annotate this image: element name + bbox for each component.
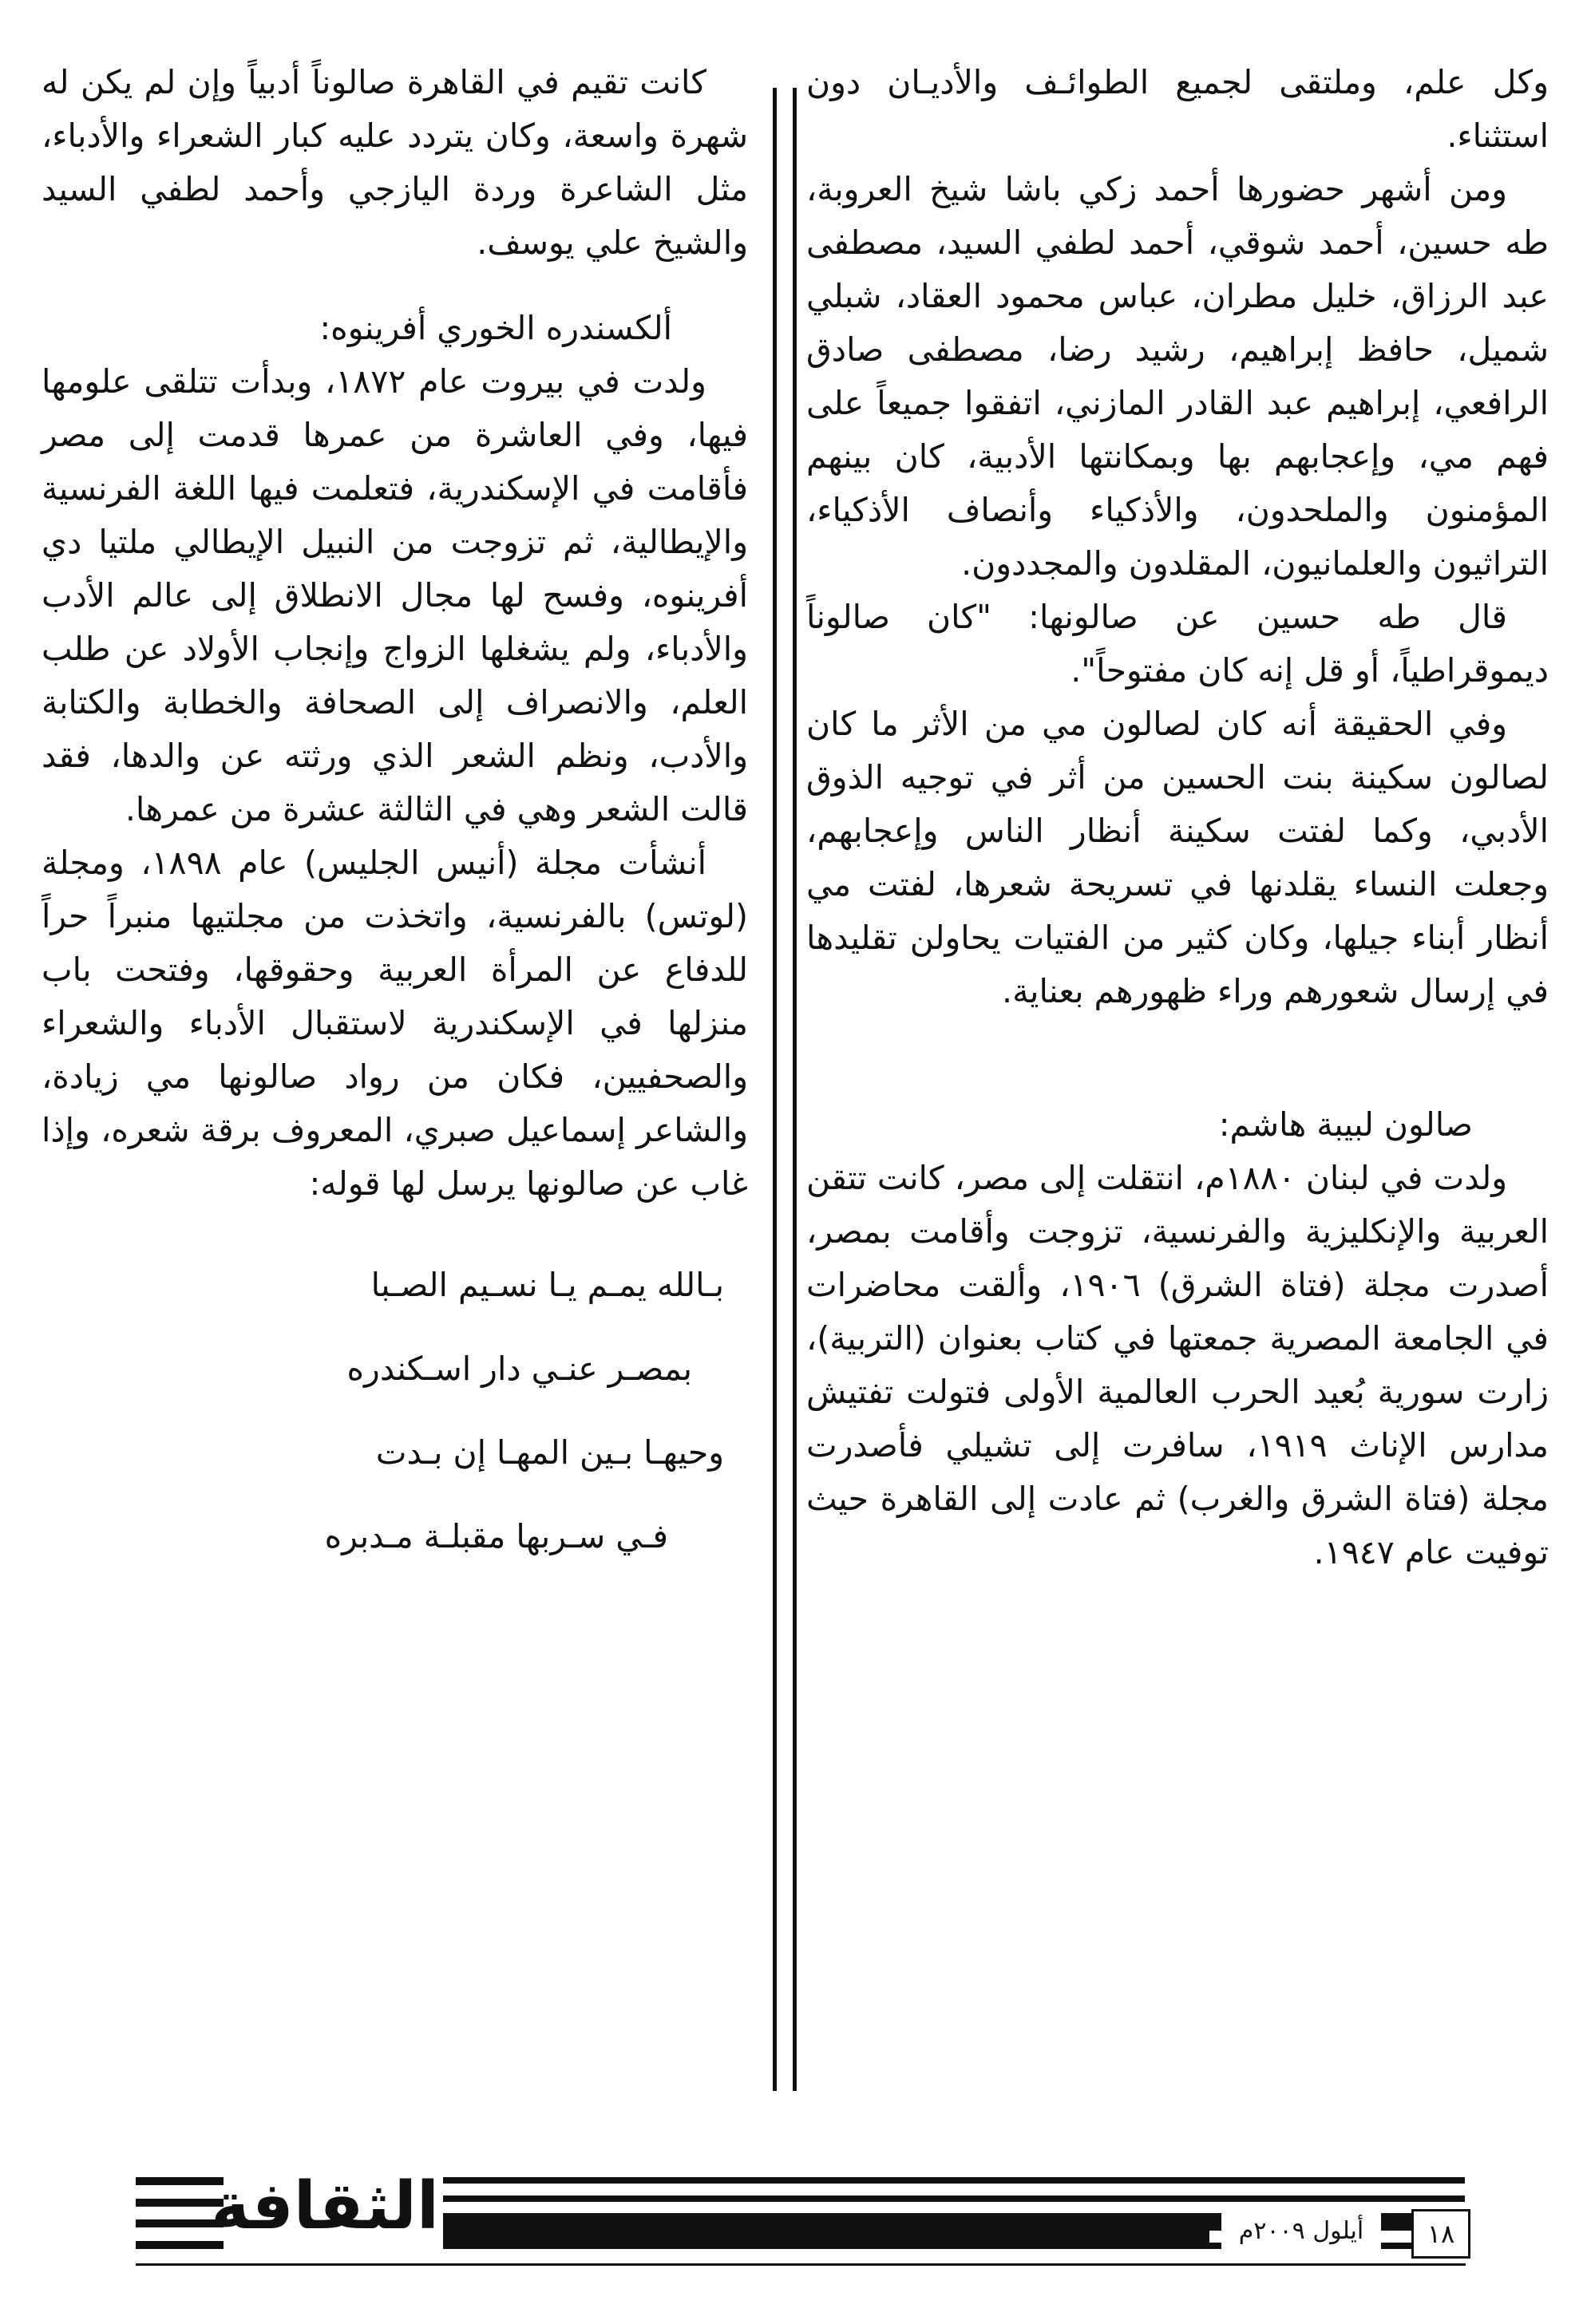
footer-bottom-rule	[136, 2263, 1466, 2266]
spacer	[806, 1018, 1549, 1098]
column-divider	[773, 88, 797, 2091]
section-heading-labiba: صالون لبيبة هاشم:	[1218, 1105, 1473, 1144]
poem	[42, 1259, 748, 1563]
issue-date: أيلول ٢٠٠٩م	[1221, 2212, 1381, 2251]
left-paragraph-3: أنشأت مجلة (أنيس الجليس) عام ١٨٩٨، ومجلة (لوتس) بالفرنسية، واتخذت من مجلتيها منبراً حراً للدفاع عن المرأة العربية وحقوقها، وفتحت باب منزلها في الإسكندرية لاستقبال الأدباء والشعراء والصحفيين، فكان من رواد صالونها مي زيادة، والشاعر إسماعيل صبري، المعروف برقة شعره، وإذا غاب عن صالونها يرسل لها قوله:	[42, 844, 748, 1203]
page-number: ١٨	[1411, 2209, 1470, 2259]
left-column	[42, 56, 748, 1594]
poem-verse-2: بمصـر عنـي دار اسـكندره	[346, 1350, 692, 1388]
right-paragraph-3: قال طه حسين عن صالونها: "كان صالوناً ديموقراطياً، أو قل إنه كان مفتوحاً".	[806, 598, 1549, 690]
poem-verse-3: وحيهـا بـين المهـا إن بـدت	[375, 1433, 724, 1472]
left-paragraph-2: ولدت في بيروت عام ١٨٧٢، وبدأت تتلقى علومها فيها، وفي العاشرة من عمرها قدمت إلى مصر فأقامت في الإسكندرية، فتعلمت فيها اللغة الفرنسية والإيطالية، ثم تزوجت من النبيل الإيطالي ملتيا دي أفرينوه، وفسح لها مجال الانطلاق إلى عالم الأدب والأدباء، ولم يشغلها الزواج وإنجاب الأولاد عن طلب العلم، والانصراف إلى الصحافة والخطابة والكتابة والأدب، ونظم الشعر الذي ورثته عن والدها، فقد قالت الشعر وهي في الثالثة عشرة من عمرها.	[42, 362, 748, 828]
page-footer	[0, 2155, 1587, 2275]
magazine-logo: الثقافة	[211, 2168, 439, 2244]
right-paragraph-5: ولدت في لبنان ١٨٨٠م، انتقلت إلى مصر، كانت تتقن العربية والإنكليزية والفرنسية، تزوجت وأقامت بمصر، أصدرت مجلة (فتاة الشرق) ١٩٠٦، وألقت محاضرات في الجامعة المصرية جمعتها في كتاب بعنوان (التربية)، زارت سورية بُعيد الحرب العالمية الأولى فتولت تفتيش مدارس الإناث ١٩١٩، سافرت إلى تشيلي فأصدرت مجلة (فتاة الشرق والغرب) ثم عادت إلى القاهرة حيث توفيت عام ١٩٤٧.	[806, 1159, 1549, 1571]
right-paragraph-1: وكل علم، وملتقى لجميع الطوائـف والأديـان دون استثناء.	[806, 63, 1549, 155]
footer-black-bar	[443, 2217, 1209, 2249]
poem-verse-1: بـالله يمـم يـا نسـيم الصـبا	[370, 1266, 724, 1304]
right-paragraph-4: وفي الحقيقة أنه كان لصالون مي من الأثر ما كان لصالون سكينة بنت الحسين من أثر في توجيه الذوق الأدبي، وكما لفتت سكينة أنظار الناس وإعجابهم، وجعلت النساء يقلدنها في تسريحة شعرها، لفتت مي أنظار أبناء جيلها، وكان كثير من الفتيات يحاولن تقليدها في إرسال شعورهم وراء ظهورهم بعناية.	[806, 705, 1549, 1010]
section-heading-alexandra: ألكسندره الخوري أفرينوه:	[319, 309, 672, 347]
left-paragraph-1: كانت تقيم في القاهرة صالوناً أدبياً وإن لم يكن له شهرة واسعة، وكان يتردد عليه كبار الشعراء والأدباء، مثل الشاعرة وردة اليازجي وأحمد لطفي السيد والشيخ علي يوسف.	[42, 63, 748, 262]
right-column	[806, 56, 1549, 1579]
spacer	[42, 270, 748, 302]
right-paragraph-2: ومن أشهر حضورها أحمد زكي باشا شيخ العروبة، طه حسين، أحمد شوقي، أحمد لطفي السيد، مصطفى عبد الرزاق، خليل مطران، عباس محمود العقاد، شبلي شميل، حافظ إبراهيم، رشيد رضا، مصطفى صادق الرافعي، إبراهيم عبد القادر المازني، اتفقوا جميعاً على فهم مي، وإعجابهم بها وبمكانتها الأدبية، كان بينهم المؤمنون والملحدون، والأذكياء وأنصاف الأذكياء، التراثيون والعلمانيون، المقلدون والمجددون.	[806, 170, 1549, 583]
poem-verse-4: فـي سـربها مقبلـة مـدبره	[324, 1517, 668, 1555]
